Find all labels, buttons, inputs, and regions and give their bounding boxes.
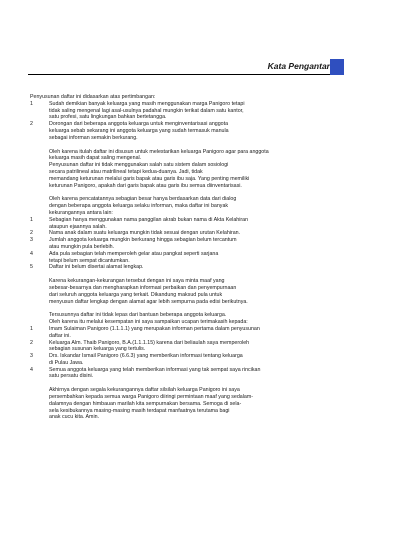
intro-paragraph <box>30 94 335 101</box>
list-number: 1 <box>30 100 33 107</box>
list-item-text: Ada pula sebagian telah memperoleh gelar atau pangkat seperti sarjana <box>49 250 219 257</box>
text-line: sela kesibukannya masing-masing masih terdapat manfaatnya terutama bagi <box>49 407 230 414</box>
closing-paragraph <box>30 387 335 421</box>
list-item <box>30 121 335 141</box>
list-item-text: sebagian susunan keluarga yang tertulis. <box>49 346 146 353</box>
method-paragraph <box>30 196 335 216</box>
list-number: 3 <box>30 237 33 244</box>
list-item-text: di Pulau Jawa. <box>49 359 84 366</box>
list-item-text: daftar ini. <box>49 332 71 339</box>
text-line: Penyusunan daftar ini didasarkan atas pertimbangan: <box>30 94 156 100</box>
corner-tab <box>330 59 344 75</box>
text-line: secara patrilineal atau matrilineal tetapi kedua-duanya. Jadi, tidak <box>49 168 203 175</box>
list-item-text: atau mungkin pula berlebih. <box>49 243 115 250</box>
list-item <box>30 230 335 237</box>
text-line: dengan beberapa anggota keluarga selaku informan, maka daftar ini banyak <box>49 203 229 210</box>
text-line: Oleh karena itu melalui kesempatan ini saya sampaikan ucapan terimakasih kepada: <box>49 319 248 326</box>
list-item-text: Dorongan dari beberapa anggota keluarga untuk menginventarisasi anggota <box>49 121 229 128</box>
text-line: Karena kekurangan-kekurangan tersebut dengan ini saya minta maaf yang <box>49 278 225 285</box>
text-line: keluarga masih dapat saling mengenal. <box>49 155 142 162</box>
header-rule <box>28 74 330 75</box>
text-line: menyusun daftar lengkap dengan alamat agar lebih sempurna pada edisi berikutnya. <box>49 298 248 305</box>
text-line: dari seluruh anggota keluarga yang terkait. Dikandung maksud pula untuk <box>49 291 223 298</box>
list-item <box>30 237 335 251</box>
list-item-text: satu persatu disini. <box>49 373 94 380</box>
text-line: anak cucu kita. Amin. <box>49 414 100 421</box>
list-item <box>30 101 335 121</box>
list-item-text: Daftar ini belum disertai alamat lengkap. <box>49 264 144 271</box>
page-title: Kata Pengantar <box>267 61 330 71</box>
purpose-paragraph <box>30 149 335 190</box>
text-line: sebesar-besarnya dan mengharapkan informasi perbaikan dan penyempurnaan <box>49 284 237 291</box>
list-item-text: ataupun ejaannya salah. <box>49 223 107 230</box>
list-item-text: Jumlah anggota keluarga mungkin berkurang hingga sebagian belum tercantum <box>49 237 237 244</box>
list-item-text: Nama anak dalam suatu keluarga mungkin tidak sesuai dengan urutan Kelahiran. <box>49 230 241 237</box>
list-number: 1 <box>30 216 33 223</box>
list-number: 2 <box>30 230 33 237</box>
text-line: keturunan Panigoro, apakah dari garis bapak atau garis ibu semua diinventarisasi. <box>49 182 242 189</box>
list-item-text: tidak saling mengenal lagi asal-usulnya padahal mungkin terikat dalam satu kantor, <box>49 107 244 114</box>
list-number: 4 <box>30 250 33 257</box>
text-line: Tersusunnya daftar ini tidak lepas dari bantuan beberapa anggota keluarga. <box>49 312 227 319</box>
list-number: 4 <box>30 366 33 373</box>
list-number: 2 <box>30 339 33 346</box>
text-line: Penyusunan daftar ini tidak menggunakan salah satu sistem dalam sosiologi <box>49 162 229 169</box>
shortcomings-list <box>30 217 335 271</box>
document-body <box>30 94 335 421</box>
apology-paragraph <box>30 278 335 305</box>
list-item <box>30 340 335 354</box>
list-item <box>30 264 335 271</box>
list-item-text: satu profesi, satu lingkungan bahkan bertetangga. <box>49 114 167 121</box>
reasons-list <box>30 101 335 142</box>
list-item-text: Sudah demikian banyak keluarga yang masih menggunakan marga Panigoro tetapi <box>49 100 245 107</box>
thanks-list <box>30 326 335 380</box>
list-number: 5 <box>30 264 33 271</box>
list-item-text: keluarga sebab sekarang ini anggota keluarga yang sudah termasuk manula <box>49 127 229 134</box>
text-line: dalamnya dengan himbauan marilah kita sempurnakan bersama. Semoga di sela- <box>49 400 242 407</box>
text-line: Oleh karena itulah daftar ini disusun untuk melestarikan keluarga Panigoro agar para anggota <box>49 148 269 155</box>
list-item-text: Sebagian hanya menggunakan nama panggilan akrab bukan nama di Akta Kelahiran <box>49 216 249 223</box>
list-item-text: Imam Sulaiman Panigoro (1.1.1.1) yang merupakan informan pertama dalam penyusunan <box>49 325 260 332</box>
list-item-text: Drs. Iskandar Ismail Panigoro (6.6.3) yang memberikan informasi tentang keluarga <box>49 353 243 360</box>
list-number: 1 <box>30 325 33 332</box>
list-item-text: tetapi belum sempat dicantumkan. <box>49 257 130 264</box>
list-number: 3 <box>30 353 33 360</box>
list-item-text: sebagai informan semakin berkurang. <box>49 134 138 141</box>
text-line: persembahkan kepada semua warga Panigoro diiringi permintaan maaf yang sedalam- <box>49 394 254 401</box>
text-line: Akhirnya dengan segala kekurangannya daftar silsilah keluarga Panigoro ini saya <box>49 387 240 394</box>
list-item <box>30 217 335 231</box>
text-line: Oleh karena pencatatannya sebagian besar hanya berdasarkan data dari dialog <box>49 196 237 203</box>
list-item-text: Keluarga Alm. Thaib Panigoro, B.A.(1.1.1.15) karena dari beliaulah saya memperoleh <box>49 339 250 346</box>
list-item <box>30 251 335 265</box>
list-number: 2 <box>30 121 33 128</box>
thanks-paragraph <box>30 312 335 326</box>
list-item-text: Semua anggota keluarga yang telah memberikan informasi yang tak sempat saya rincikan <box>49 366 261 373</box>
text-line: kekurangannya antara lain: <box>49 209 113 216</box>
list-item <box>30 367 335 381</box>
list-item <box>30 353 335 367</box>
text-line: memandang keturunan melalui garis bapak atau garis ibu saja. Yang penting memiliki <box>49 175 250 182</box>
list-item <box>30 326 335 340</box>
